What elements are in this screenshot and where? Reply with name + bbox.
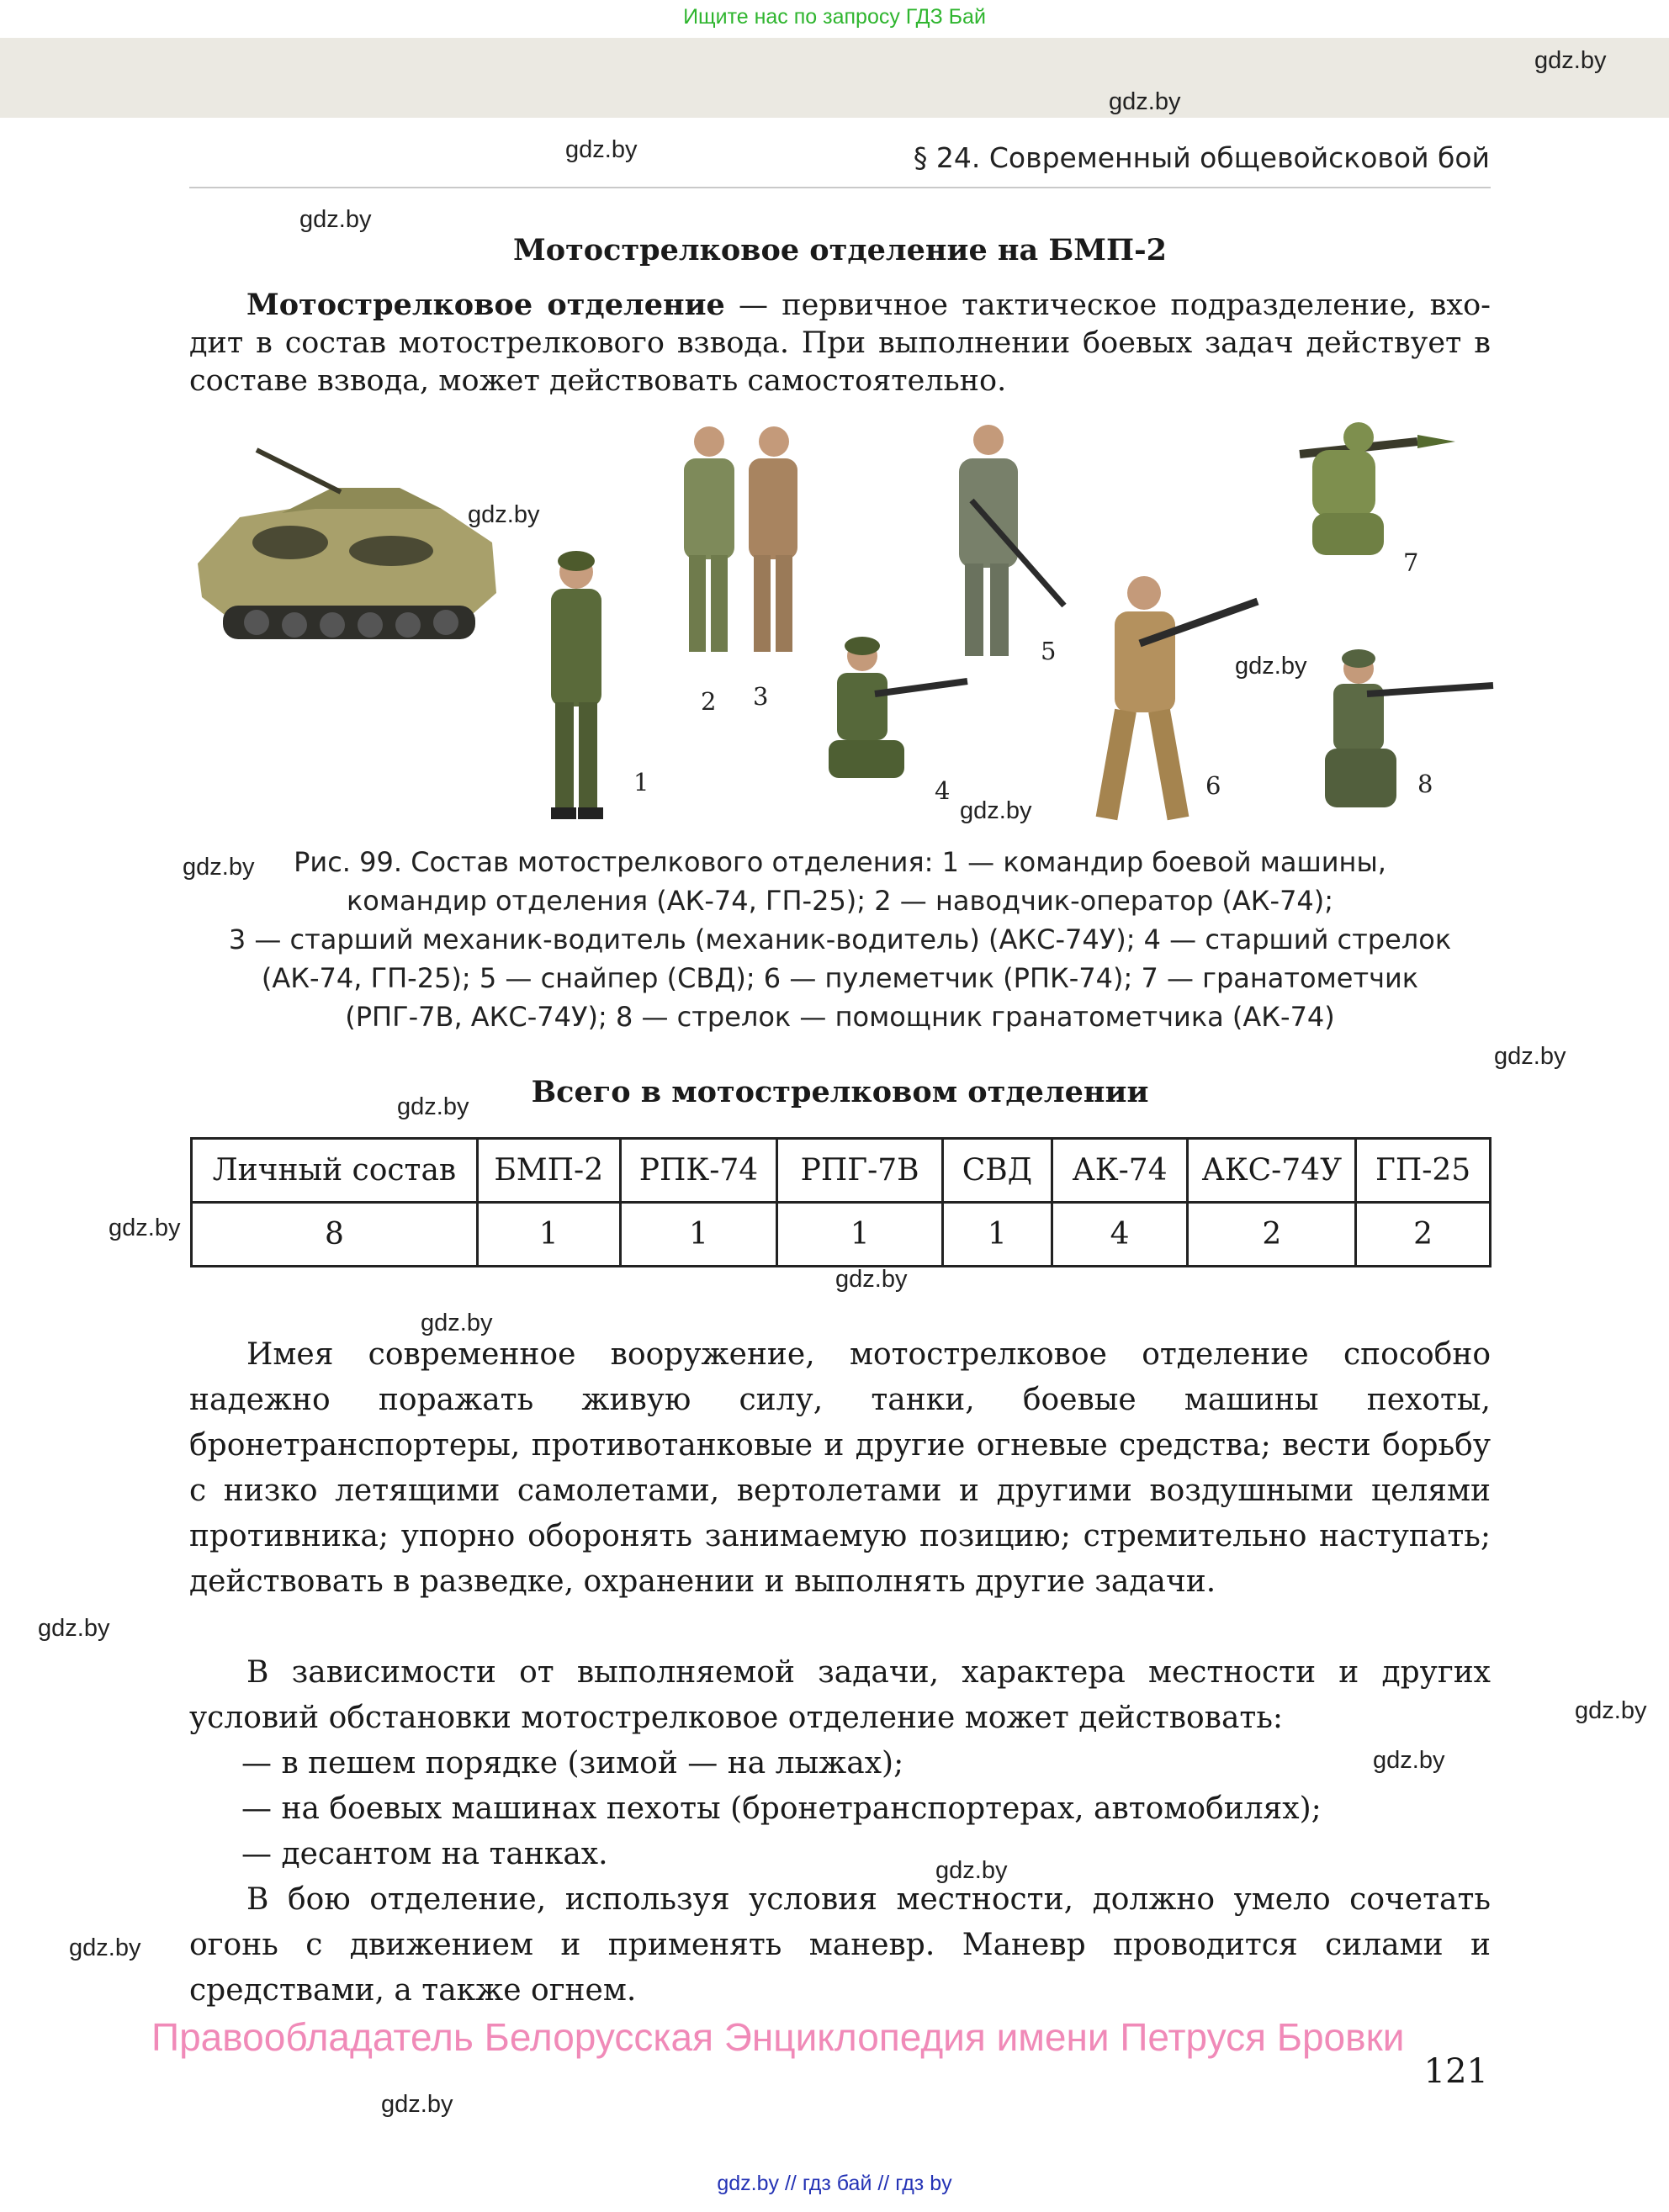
intro-term: Мотострелковое отделение	[246, 288, 725, 322]
table-cell: 1	[620, 1203, 777, 1267]
figure-caption	[189, 843, 1491, 1036]
intro-line-1	[189, 286, 1491, 325]
list-item: — на боевых машинах пехоты (бронетранспортерах, автомобилях);	[241, 1791, 1322, 1826]
squad-illustration	[189, 416, 1502, 828]
bmp2-vehicle-image	[198, 450, 496, 639]
watermark: gdz.by	[38, 1615, 110, 1642]
squad-figure	[189, 416, 1502, 828]
soldier-4-image	[829, 637, 967, 778]
table-cell: 2	[1356, 1203, 1491, 1267]
figure-number-4: 4	[935, 776, 951, 805]
table-header-cell: СВД	[942, 1139, 1052, 1203]
table-cell: 2	[1188, 1203, 1356, 1267]
soldier-3-image	[749, 426, 797, 652]
table-header-cell: Личный состав	[192, 1139, 478, 1203]
soldier-7-image	[1300, 422, 1455, 555]
table-title: Всего в мотострелковом отделении	[531, 1075, 1149, 1109]
table-row	[192, 1203, 1491, 1267]
table-header-row	[192, 1139, 1491, 1203]
figure-number-5: 5	[1041, 637, 1057, 665]
watermark: gdz.by	[421, 1310, 493, 1336]
watermark: gdz.by	[183, 854, 255, 881]
figure-number-8: 8	[1417, 770, 1433, 798]
intro-line-3: составе взвода, может действовать самостоятельно.	[189, 364, 1007, 398]
page-number: 121	[1423, 2052, 1488, 2091]
table-cell: 8	[192, 1203, 478, 1267]
caption-line-3: 3 — старший механик-водитель (механик-водитель) (АКС-74У); 4 — старший стрелок	[228, 923, 1452, 955]
footer-links[interactable]: gdz.by // гдз бай // гдз by	[717, 2172, 952, 2195]
search-banner[interactable]: Ищите нас по запросу ГДЗ Бай	[683, 5, 986, 29]
list-item: — в пешем порядке (зимой — на лыжах);	[241, 1746, 904, 1781]
table-header-cell: РПК-74	[620, 1139, 777, 1203]
header-band	[0, 38, 1669, 118]
watermark: gdz.by	[1575, 1697, 1647, 1724]
watermark: gdz.by	[1373, 1747, 1445, 1774]
watermark: gdz.by	[299, 206, 372, 233]
watermark: gdz.by	[69, 1934, 141, 1961]
figure-number-6: 6	[1205, 771, 1221, 800]
body-paragraph-3: В бою отделение, используя условия местности, должно умело сочетать огонь с движением и применять маневр. Маневр проводится силами и средствами, а также огнем.	[189, 1882, 1491, 2008]
section-title: Мотострелковое отделение на БМП-2	[513, 233, 1167, 267]
caption-line-1: Рис. 99. Состав мотострелкового отделения: 1 — командир боевой машины,	[294, 846, 1386, 878]
caption-line-5: (РПГ-7В, АКС-74У); 8 — стрелок — помощник гранатометчика (АК-74)	[345, 1001, 1335, 1033]
figure-number-7: 7	[1403, 548, 1419, 577]
list-item: — десантом на танках.	[241, 1837, 608, 1871]
header-rule	[189, 187, 1491, 188]
watermark: gdz.by	[565, 136, 638, 163]
soldier-1-image	[551, 551, 603, 819]
watermark: gdz.by	[960, 797, 1032, 824]
soldier-8-image	[1325, 649, 1493, 807]
table-cell: 1	[477, 1203, 620, 1267]
table-cell: 1	[942, 1203, 1052, 1267]
watermark: gdz.by	[397, 1093, 469, 1120]
soldier-2-image	[684, 426, 734, 652]
intro-line-1-rest: — первичное тактическое подразделение, вхо-	[724, 288, 1491, 322]
watermark: gdz.by	[1235, 653, 1307, 680]
watermark: gdz.by	[1494, 1043, 1566, 1070]
table-header-cell: РПГ-7В	[777, 1139, 943, 1203]
squad-composition-table	[190, 1137, 1492, 1267]
body-paragraph-1: Имея современное вооружение, мотострелковое отделение способно надежно поражать живую силу, танки, боевые машины пехоты, бронетранспортеры, противотанковые и другие огневые средства; вести борьбу с низко летящими самолетами, вертолетами и другими воздушными целями противника; упорно оборонять занимаемую позицию; стремительно наступать; действовать в разведке, охранении и выполнять другие задачи.	[189, 1337, 1491, 1599]
soldier-6-image	[1096, 576, 1258, 820]
table-header-cell: АКС-74У	[1188, 1139, 1356, 1203]
copyright-notice: Правообладатель Белорусская Энциклопедия имени Петруся Бровки	[151, 2015, 1405, 2059]
intro-paragraph	[189, 286, 1491, 400]
table-cell: 4	[1052, 1203, 1188, 1267]
watermark: gdz.by	[381, 2091, 453, 2118]
caption-line-2: командир отделения (АК-74, ГП-25); 2 — наводчик-оператор (АК-74);	[346, 885, 1334, 917]
watermark: gdz.by	[835, 1266, 908, 1293]
table-header-cell: БМП-2	[477, 1139, 620, 1203]
table-cell: 1	[777, 1203, 943, 1267]
watermark: gdz.by	[1534, 47, 1607, 74]
caption-line-4: (АК-74, ГП-25); 5 — снайпер (СВД); 6 — пулеметчик (РПК-74); 7 — гранатометчик	[261, 962, 1419, 994]
figure-number-1: 1	[633, 768, 649, 796]
figure-number-3: 3	[753, 682, 769, 711]
watermark: gdz.by	[1109, 88, 1181, 115]
intro-line-2: дит в состав мотострелкового взвода. При выполнении боевых задач действует в	[189, 326, 1491, 360]
soldier-5-image	[959, 425, 1064, 656]
watermark: gdz.by	[109, 1214, 181, 1241]
running-head: § 24. Современный общевойсковой бой	[913, 141, 1490, 174]
table-header-cell: АК-74	[1052, 1139, 1188, 1203]
watermark: gdz.by	[468, 501, 540, 528]
body-paragraph-2: В зависимости от выполняемой задачи, характера местности и других условий обстановки мотострелковое отделение может действовать:	[189, 1655, 1491, 1735]
figure-number-2: 2	[701, 687, 717, 716]
watermark: gdz.by	[935, 1857, 1008, 1884]
table-header-cell: ГП-25	[1356, 1139, 1491, 1203]
